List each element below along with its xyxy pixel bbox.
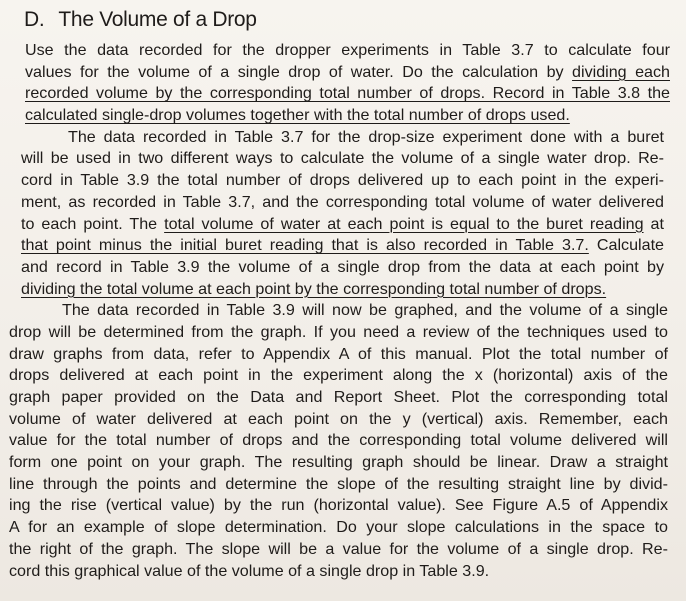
text-segment: cord this graphical value of the volume of a single drop in Table 3.9. xyxy=(9,561,490,580)
text-line xyxy=(9,495,668,517)
text-line xyxy=(25,83,670,105)
text-line xyxy=(21,214,664,236)
text-segment: and record in Table 3.9 the volume of a single drop from the data at each point by xyxy=(21,257,664,276)
body-text xyxy=(0,40,686,582)
text-line xyxy=(9,344,668,366)
text-segment: The data recorded in Table 3.7 for the drop-size experiment done with a buret xyxy=(68,127,664,146)
text-segment: ing the rise (vertical value) by the run (horizontal value). See Figure A.5 of Appendix xyxy=(9,496,668,515)
text-segment: ment, as recorded in Table 3.7, and the corresponding total volume of water delivered xyxy=(21,192,664,211)
text-line xyxy=(25,62,670,84)
text-line xyxy=(25,40,670,62)
text-segment: Use the data recorded for the dropper experiments in Table 3.7 to calculate four xyxy=(25,41,670,59)
text-segment: at xyxy=(643,214,664,233)
text-line xyxy=(9,539,668,561)
underlined-text: dividing the total volume at each point by the corresponding total number of drops. xyxy=(21,279,607,298)
text-line xyxy=(68,127,664,149)
text-line xyxy=(9,517,668,539)
text-line xyxy=(21,148,664,170)
text-segment: the right of the graph. The slope will be a value for the volume of a single drop. Re- xyxy=(9,539,668,558)
text-segment: A for an example of slope determination. Do your slope calculations in the space to xyxy=(9,518,668,537)
text-line xyxy=(9,387,668,409)
text-line xyxy=(21,257,664,279)
text-segment: drops delivered at each point in the experiment along the x (horizontal) axis of the xyxy=(9,366,668,385)
text-segment: value for the total number of drops and the corresponding total volume delivered will xyxy=(9,431,668,450)
text-line xyxy=(21,170,664,192)
text-line xyxy=(21,192,664,214)
text-line xyxy=(21,279,664,301)
text-line xyxy=(25,105,670,127)
text-line xyxy=(9,365,668,387)
text-segment: drop will be determined from the graph. If you need a review of the techniques used to xyxy=(9,322,668,341)
section-heading xyxy=(24,8,257,32)
text-line xyxy=(9,561,668,583)
text-segment: values for the volume of a single drop of water. Do the calculation by xyxy=(25,62,573,81)
text-line xyxy=(9,452,668,474)
text-segment: graph paper provided on the Data and Report Sheet. Plot the corresponding total xyxy=(9,388,668,406)
text-line xyxy=(21,235,664,257)
text-segment: volume of water delivered at each point on the y (vertical) axis. Remember, each xyxy=(9,409,668,428)
section-title: The Volume of a Drop xyxy=(58,8,257,31)
text-line xyxy=(62,300,668,322)
text-segment: The data recorded in Table 3.9 will now be graphed, and the volume of a single xyxy=(62,301,668,320)
text-segment: draw graphs from data, refer to Appendix A of this manual. Plot the total number of xyxy=(9,344,668,363)
text-segment: cord in Table 3.9 the total number of drops delivered up to each point in the experi- xyxy=(21,171,664,190)
text-segment: to each point. The xyxy=(21,214,165,233)
underlined-text: that point minus the initial buret reading that is also recorded in Table 3.7. xyxy=(21,236,589,255)
text-line xyxy=(9,430,668,452)
underlined-text: dividing each xyxy=(572,62,670,81)
text-segment: form one point on your graph. The resulting graph should be linear. Draw a straight xyxy=(9,453,668,472)
text-line xyxy=(9,409,668,431)
text-segment: Calculate xyxy=(588,236,664,255)
text-segment: line through the points and determine the slope of the resulting straight line by divid- xyxy=(9,474,668,493)
underlined-text: recorded volume by the corresponding total number of drops. Record in Table 3.8 the xyxy=(25,84,670,103)
underlined-text: total volume of water at each point is equal to the buret reading xyxy=(164,214,644,233)
underlined-text: calculated single-drop volumes together with the total number of drops used. xyxy=(25,106,570,125)
section-letter: D. xyxy=(24,8,45,31)
text-segment: will be used in two different ways to calculate the volume of a single water drop. Re- xyxy=(21,149,664,168)
text-line xyxy=(9,474,668,496)
text-line xyxy=(9,322,668,344)
